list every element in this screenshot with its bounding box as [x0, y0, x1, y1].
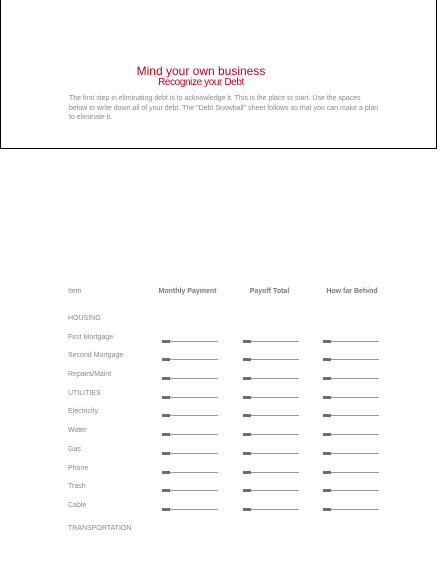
how-far-behind-field[interactable] [323, 358, 379, 361]
row-label: UTILITIES [68, 389, 101, 397]
row-label: TRANSPORTATION [68, 524, 132, 532]
how-far-behind-field[interactable] [323, 414, 379, 417]
payoff-total-field[interactable] [243, 433, 299, 436]
column-header-monthly-payment: Monthly Payment [158, 288, 217, 295]
how-far-behind-field[interactable] [323, 489, 379, 492]
column-header-how-far-behind: How far Behind [326, 288, 378, 295]
row-label: First Mortgage [68, 333, 114, 341]
table-row [0, 500, 440, 519]
row-label: Electricity [68, 408, 98, 416]
how-far-behind-field[interactable] [323, 471, 379, 474]
table-row [0, 444, 440, 463]
how-far-behind-field[interactable] [323, 377, 379, 380]
monthly-payment-field[interactable] [162, 471, 218, 474]
table-row [0, 481, 440, 500]
how-far-behind-field[interactable] [323, 340, 379, 343]
intro-line: below to write down all of your debt. The "Debt Snowball" sheet follows so that you can make a plan [69, 104, 379, 112]
payoff-total-field[interactable] [243, 489, 299, 492]
table-row [0, 425, 440, 444]
row-label: Gas [68, 445, 81, 453]
monthly-payment-field[interactable] [162, 377, 218, 380]
payoff-total-field[interactable] [243, 414, 299, 417]
table-row [0, 388, 440, 407]
table-row [0, 350, 440, 369]
column-header-payoff-total: Payoff Total [249, 288, 290, 295]
payoff-total-field[interactable] [243, 508, 299, 511]
page-title: Mind your own business [136, 64, 266, 78]
table-row [0, 463, 440, 482]
how-far-behind-field[interactable] [323, 433, 379, 436]
payoff-total-field[interactable] [243, 396, 299, 399]
table-row [0, 369, 440, 388]
payoff-total-field[interactable] [243, 340, 299, 343]
header-box [0, 0, 437, 149]
intro-line: to eliminate it. [69, 114, 113, 121]
how-far-behind-field[interactable] [323, 508, 379, 511]
how-far-behind-field[interactable] [323, 452, 379, 455]
table-row [0, 406, 440, 425]
debt-table [0, 313, 440, 537]
payoff-total-field[interactable] [243, 377, 299, 380]
table-row [0, 332, 440, 351]
how-far-behind-field[interactable] [323, 396, 379, 399]
row-label: Second Mortgage [68, 352, 124, 360]
monthly-payment-field[interactable] [162, 396, 218, 399]
intro-text [69, 94, 409, 123]
row-label: Phone [68, 464, 89, 472]
row-label: HOUSING [68, 315, 101, 322]
monthly-payment-field[interactable] [162, 414, 218, 417]
row-label: Trash [68, 483, 86, 491]
monthly-payment-field[interactable] [162, 433, 218, 436]
payoff-total-field[interactable] [243, 471, 299, 474]
column-header-item: Item [68, 288, 82, 295]
row-label: Cable [68, 501, 87, 509]
intro-line: The first step in eliminating debt is to acknowledge it. This is the place to start. Use the spaces [69, 95, 361, 102]
monthly-payment-field[interactable] [162, 508, 218, 511]
payoff-total-field[interactable] [243, 358, 299, 361]
monthly-payment-field[interactable] [162, 358, 218, 361]
row-label: Water [68, 427, 87, 435]
row-label: Repairs/Maint [68, 371, 112, 379]
table-row [0, 313, 440, 332]
page-subtitle: Recognize your Debt [158, 77, 244, 88]
payoff-total-field[interactable] [243, 452, 299, 455]
monthly-payment-field[interactable] [162, 489, 218, 492]
monthly-payment-field[interactable] [162, 452, 218, 455]
table-row [0, 519, 440, 538]
monthly-payment-field[interactable] [162, 340, 218, 343]
